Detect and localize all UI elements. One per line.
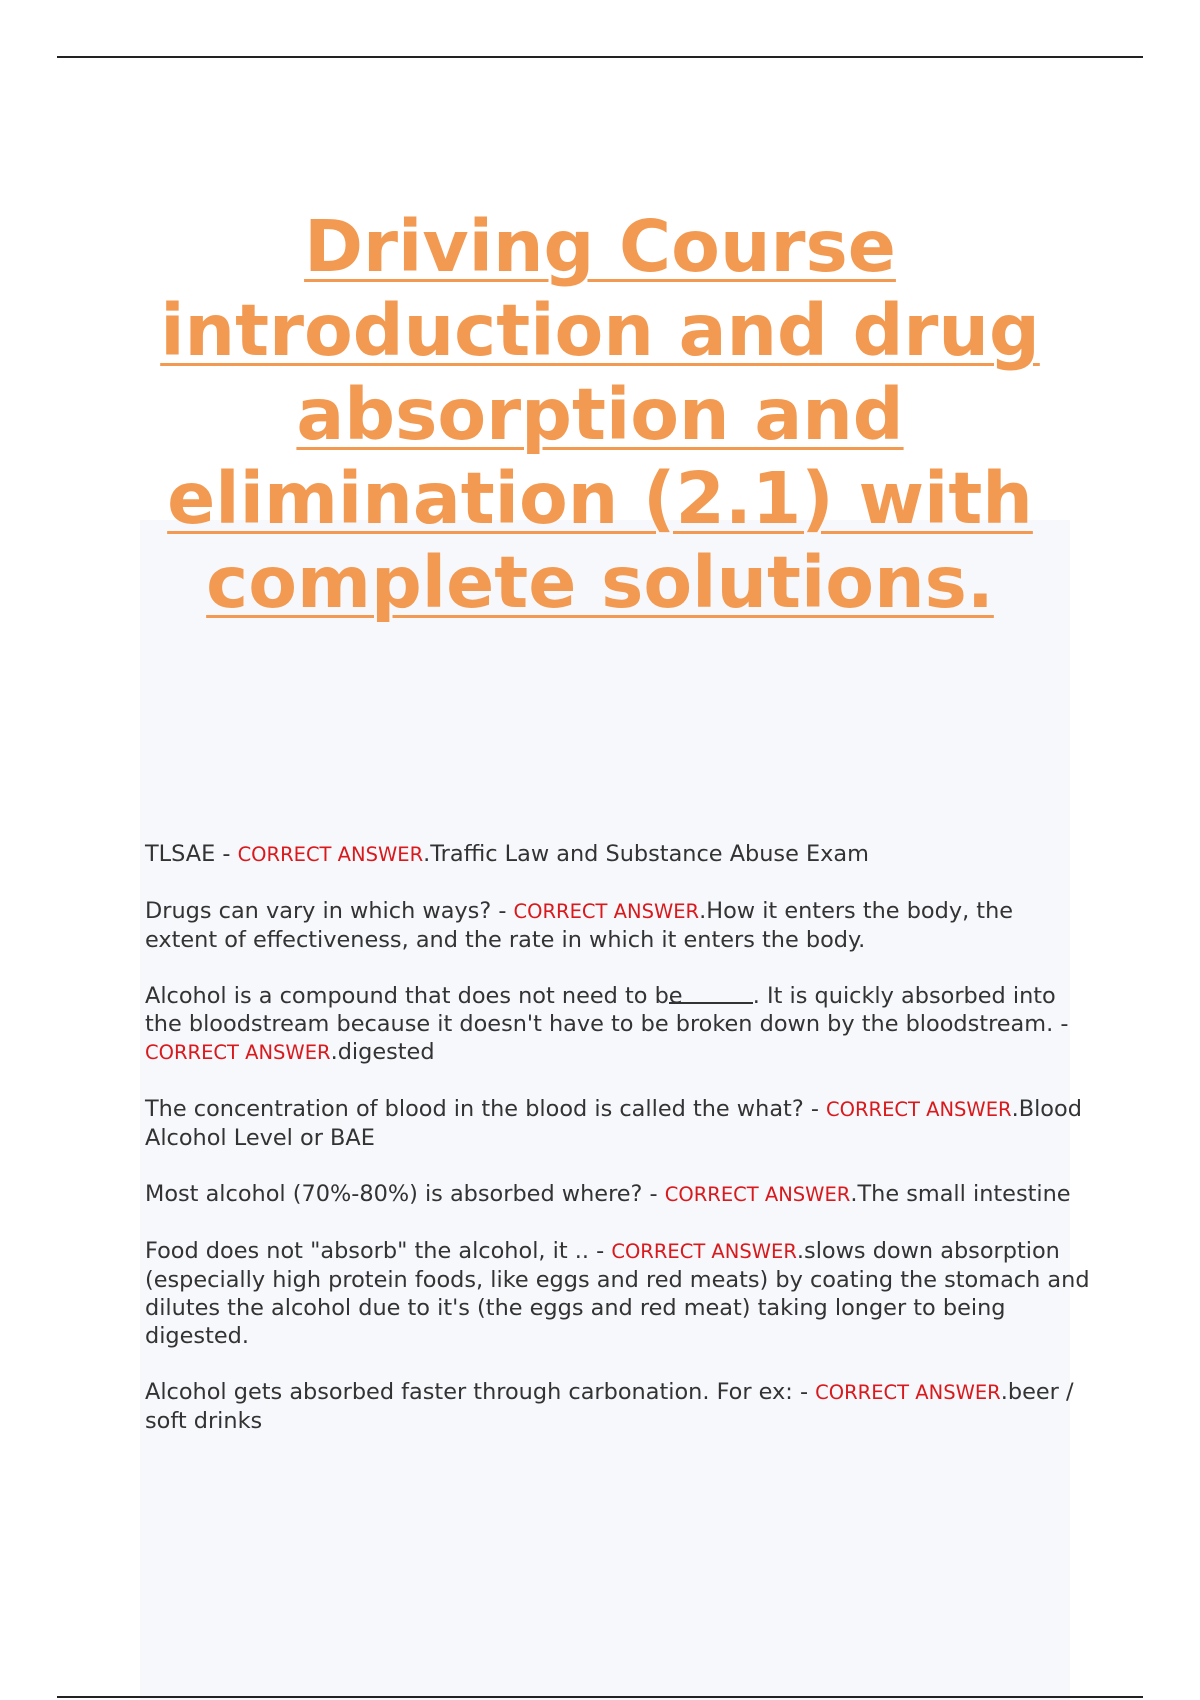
question-text-continued: . It is quickly absorbed into the bloodstream because it doesn't have to be broken down by the bloodstream. - (145, 983, 1069, 1037)
document-title: Driving Course introduction and drug absorption and elimination (2.1) with complete solutions. (160, 205, 1040, 624)
correct-answer-label: CORRECT ANSWER (611, 1240, 797, 1263)
correct-answer-label: CORRECT ANSWER (513, 900, 700, 923)
answer-text: .How it enters the body, the extent of effectiveness, and the rate in which it enters the body. (145, 898, 1014, 953)
answer-text: .Traffic Law and Substance Abuse Exam (423, 841, 869, 867)
correct-answer-label: CORRECT ANSWER (237, 843, 424, 866)
bottom-rule (57, 1696, 1143, 1698)
top-rule (57, 56, 1143, 58)
question-text: Most alcohol (70%-80%) is absorbed where? - (145, 1181, 665, 1207)
correct-answer-label: CORRECT ANSWER (664, 1183, 851, 1206)
correct-answer-label: CORRECT ANSWER (145, 1041, 331, 1064)
question-text: The concentration of blood in the blood is called the what? - (145, 1096, 827, 1122)
qa-item-absorbed-where (145, 1180, 1090, 1209)
qa-list (145, 840, 1090, 1463)
answer-text: .The small intestine (850, 1181, 1071, 1207)
qa-item-blood-concentration (145, 1095, 1090, 1152)
qa-item-drugs-vary (145, 897, 1090, 954)
question-text: Alcohol gets absorbed faster through carbonation. For ex: - (145, 1379, 816, 1405)
answer-text: .digested (330, 1039, 435, 1065)
qa-item-tlsae (145, 840, 1090, 869)
answer-text-continued: (especially high protein foods, like eggs and red meats) by coating the stomach and dilutes the alcohol due to it's (the eggs and red meat) taking longer to being digested. (145, 1267, 1090, 1349)
blank-letter: e (668, 983, 683, 1009)
answer-text: .beer / soft drinks (145, 1379, 1074, 1434)
question-text: Food does not "absorb" the alcohol, it .. - (145, 1238, 612, 1264)
correct-answer-label: CORRECT ANSWER (826, 1098, 1012, 1121)
answer-text: .Blood Alcohol Level or BAE (145, 1096, 1082, 1151)
question-text: TLSAE - (145, 841, 238, 867)
qa-item-alcohol-compound (145, 982, 1090, 1067)
qa-item-food-absorb (145, 1237, 1090, 1350)
question-text: Drugs can vary in which ways? - (145, 898, 514, 924)
qa-item-carbonation (145, 1378, 1090, 1435)
correct-answer-label: CORRECT ANSWER (815, 1381, 1001, 1404)
fill-in-blank (668, 982, 753, 1009)
question-text: Alcohol is a compound that does not need to b (145, 983, 669, 1009)
answer-text: .slows down absorption (796, 1238, 1060, 1264)
